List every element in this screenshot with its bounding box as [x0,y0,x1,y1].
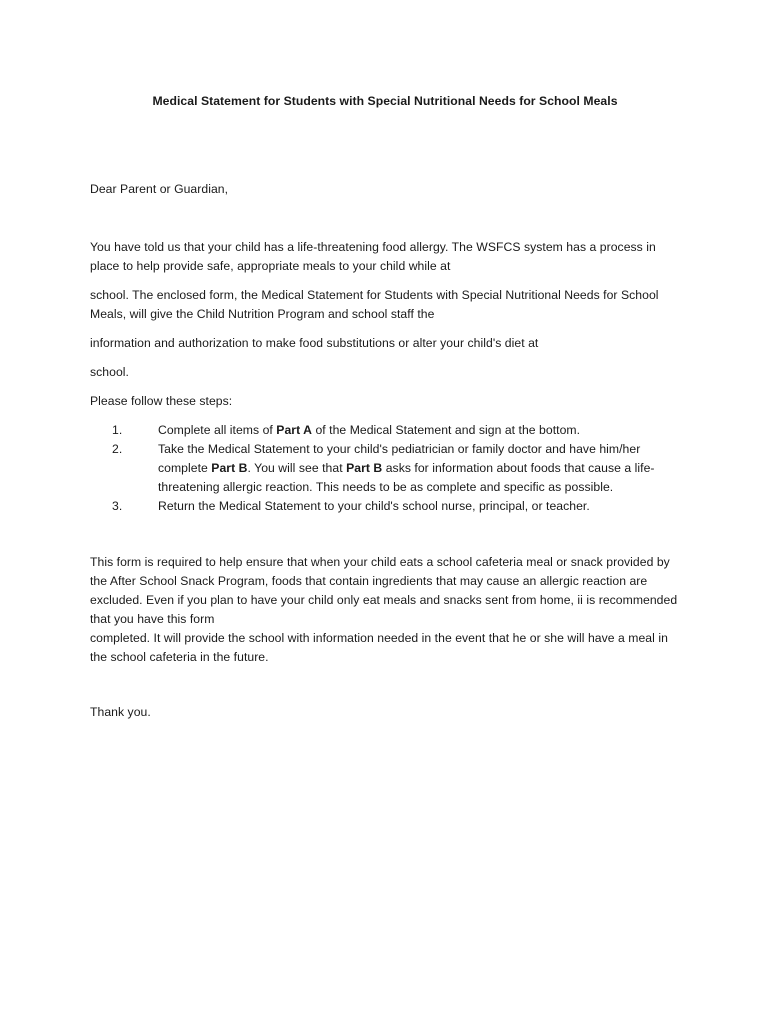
step-number: 2. [112,442,123,456]
paragraph-enclosed-form: school. The enclosed form, the Medical Statement for Students with Special Nutritional Needs for School Meals, will give the Child Nutrition Program and school staff the [90,288,659,321]
step-text: Take the Medical Statement to your child's pediatrician or family doctor and have him/her complete Part B. You will see that Part B asks for information about foods that cause a life-threatening allergic reaction. This needs to be as complete and specific as possible. [158,442,655,494]
steps-list [90,421,686,516]
paragraph-authorization: information and authorization to make food substitutions or alter your child's diet at [90,336,539,350]
closing: Thank you. [90,705,151,719]
step-text: Return the Medical Statement to your child's school nurse, principal, or teacher. [158,499,590,513]
list-item [90,497,686,516]
document-title: Medical Statement for Students with Special Nutritional Needs for School Meals [152,94,618,108]
part-b-label: Part B [211,461,248,475]
paragraph-intro: You have told us that your child has a life-threatening food allergy. The WSFCS system has a process in place to help provide safe, appropriate meals to your child while at [90,240,656,273]
steps-intro: Please follow these steps: [90,394,233,408]
paragraph-school: school. [90,365,129,379]
step-number: 1. [112,423,123,437]
list-item [90,440,686,497]
paragraph-requirement [90,553,686,667]
list-item [90,421,686,440]
salutation: Dear Parent or Guardian, [90,182,229,196]
paragraph-requirement-part-1: This form is required to help ensure that when your child eats a school cafeteria meal or snack provided by the After School Snack Program, foods that contain ingredients that may cause an allergic reaction are excluded. Even if you plan to have your child only eat meals and snacks sent from home, ii is recommended that you have this form [90,555,678,626]
part-b-label: Part B [346,461,383,475]
step-number: 3. [112,499,123,513]
step-text: Complete all items of Part A of the Medical Statement and sign at the bottom. [158,423,581,437]
paragraph-requirement-part-2: completed. It will provide the school with information needed in the event that he or she will have a meal in the school cafeteria in the future. [90,631,668,664]
part-a-label: Part A [276,423,313,437]
